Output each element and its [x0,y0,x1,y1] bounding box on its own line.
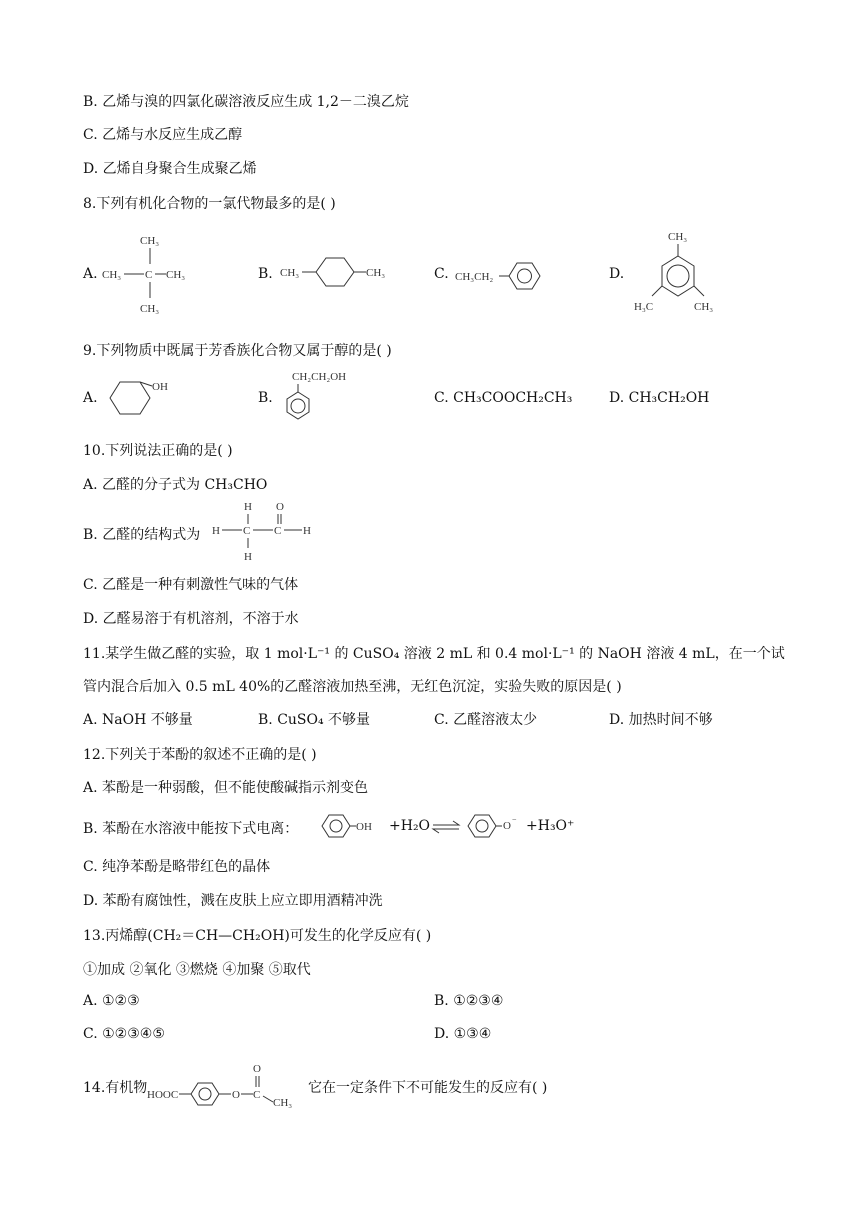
q11-option-a: A. NaOH 不够量 [83,712,193,728]
svg-text:O: O [232,1089,240,1101]
q8-label-c: C. [434,266,449,282]
q14-structure [147,1060,307,1108]
q12-hydronium: +H₃O⁺ [526,818,575,834]
q8-stem: 8.下列有机化合物的一氯代物最多的是( ) [83,196,336,212]
q13-option-a: A. ①②③ [83,993,140,1009]
svg-text:CH₃: CH₃ [102,269,122,281]
svg-text:OH: OH [152,381,168,393]
svg-text:C: C [243,525,251,537]
svg-text:H₃C: H₃C [634,301,654,313]
q12-equilibrium-arrow [431,820,461,834]
q11-stem-line2: 管内混合后加入 0.5 mL 40%的乙醛溶液加热至沸，无红色沉淀，实验失败的原因是( ) [83,679,622,695]
q12-water: +H₂O [389,818,431,834]
q12-phenol-structure [318,812,380,842]
q12-option-d: D. 苯酚有腐蚀性，溅在皮肤上应立即用酒精冲洗 [83,893,383,909]
svg-text:C: C [145,269,153,281]
q11-option-b: B. CuSO₄ 不够量 [258,712,371,728]
svg-text:C: C [274,525,282,537]
svg-text:−: − [512,815,517,824]
q9-option-d: D. CH₃CH₂OH [609,390,710,406]
q14-stem-prefix: 14.有机物 [83,1080,148,1096]
svg-text:H: H [212,525,220,537]
q13-stem: 13.丙烯醇(CH₂＝CH—CH₂OH)可发生的化学反应有( ) [83,928,432,944]
q9-stem: 9.下列物质中既属于芳香族化合物又属于醇的是( ) [83,343,392,359]
q10-option-a: A. 乙醛的分子式为 CH₃CHO [83,477,268,493]
svg-text:C: C [253,1089,261,1101]
svg-text:O: O [503,820,511,832]
q9-label-b: B. [258,390,273,406]
q12-stem: 12.下列关于苯酚的叙述不正确的是( ) [83,747,317,763]
svg-text:CH₃: CH₃ [140,235,160,247]
q14-stem-suffix: 它在一定条件下不可能发生的反应有( ) [308,1080,548,1096]
svg-text:CH₂CH₂OH: CH₂CH₂OH [292,371,347,383]
q12-option-b: B. 苯酚在水溶液中能按下式电离： [83,821,299,837]
q13-option-c: C. ①②③④⑤ [83,1026,165,1042]
q11-option-c: C. 乙醛溶液太少 [434,712,538,728]
svg-text:CH₃CH₂: CH₃CH₂ [455,271,494,283]
q9-structure-b [282,366,372,424]
q8-structure-a [100,230,200,320]
q10-option-c: C. 乙醛是一种有刺激性气味的气体 [83,577,299,593]
q11-stem-line1: 11.某学生做乙醛的实验，取 1 mol·L⁻¹ 的 CuSO₄ 溶液 2 mL 和 0.4 mol·L⁻¹ 的 NaOH 溶液 4 mL，在一个试 [83,646,785,662]
q11-option-d: D. 加热时间不够 [609,712,713,728]
q8-label-b: B. [258,266,273,282]
q12-option-c: C. 纯净苯酚是略带红色的晶体 [83,859,271,875]
q8-structure-b [280,252,390,292]
q9-option-c: C. CH₃COOCH₂CH₃ [434,390,573,406]
q8-label-a: A. [83,266,98,282]
q10-option-d: D. 乙醛易溶于有机溶剂，不溶于水 [83,611,299,627]
q7-option-d: D. 乙烯自身聚合生成聚乙烯 [83,161,257,177]
svg-text:CH₃: CH₃ [366,267,386,279]
svg-text:HOOC: HOOC [147,1089,179,1101]
svg-text:O: O [253,1063,261,1075]
q13-option-b: B. ①②③④ [434,993,504,1009]
svg-text:CH₃: CH₃ [273,1097,293,1108]
q9-structure-a [106,376,186,420]
q7-option-c: C. 乙烯与水反应生成乙醇 [83,127,243,143]
svg-text:CH₃: CH₃ [166,269,186,281]
svg-text:OH: OH [356,821,372,833]
q8-structure-c [455,254,545,294]
q8-structure-d [630,226,730,318]
svg-text:H: H [244,501,252,513]
svg-text:O: O [276,501,284,513]
svg-text:CH₃: CH₃ [694,301,714,313]
q10-stem: 10.下列说法正确的是( ) [83,443,233,459]
svg-text:H: H [244,551,252,563]
svg-text:CH₃: CH₃ [668,231,688,243]
q13-reaction-list: ①加成 ②氧化 ③燃烧 ④加聚 ⑤取代 [83,962,311,978]
svg-text:CH₃: CH₃ [140,303,160,315]
q7-option-b: B. 乙烯与溴的四氯化碳溶液反应生成 1,2－二溴乙烷 [83,94,409,110]
svg-text:H: H [303,525,311,537]
q9-label-a: A. [83,390,98,406]
q10-option-b: B. 乙醛的结构式为 [83,527,201,543]
q12-option-a: A. 苯酚是一种弱酸，但不能使酸碱指示剂变色 [83,780,369,796]
q13-option-d: D. ①③④ [434,1026,492,1042]
q12-phenoxide-structure [464,812,520,842]
q8-label-d: D. [609,266,625,282]
q10-structure-b [210,498,320,568]
svg-text:CH₃: CH₃ [280,267,300,279]
